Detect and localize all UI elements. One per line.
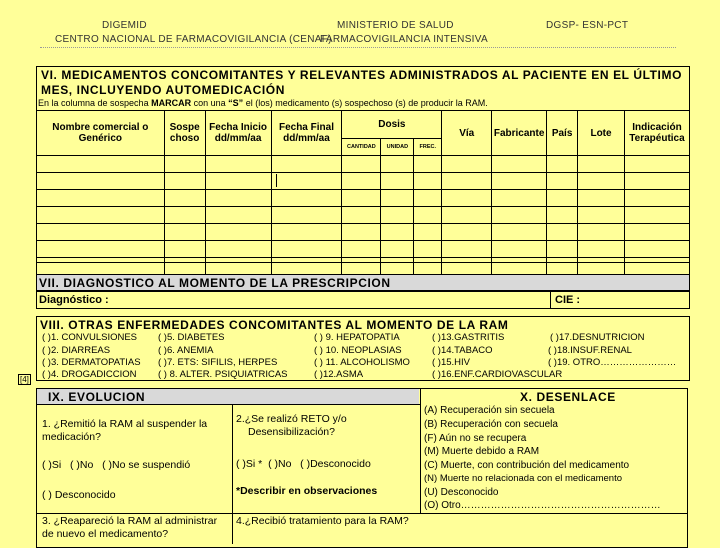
opt-convulsiones[interactable]: ( )1. CONVULSIONES bbox=[42, 332, 138, 343]
section-6-title: VI. MEDICAMENTOS CONCOMITANTES Y RELEVANTES ADMINISTRADOS AL PACIENTE EN EL ÚLTIMO bbox=[41, 68, 683, 82]
table-row[interactable] bbox=[37, 190, 690, 207]
table-row[interactable] bbox=[37, 173, 690, 190]
q1-options[interactable]: ( )Si ( )No ( )No se suspendió bbox=[42, 459, 191, 471]
medications-table bbox=[36, 110, 690, 275]
header-digemid: DIGEMID bbox=[102, 20, 147, 31]
opt-tabaco[interactable]: ( )14.TABACO bbox=[432, 345, 493, 356]
col-fabricante: Fabricante bbox=[492, 111, 547, 156]
row-divider-q bbox=[36, 513, 688, 514]
diagnosis-label: Diagnóstico : bbox=[39, 294, 109, 306]
col-indicacion: Indicación Terapéutica bbox=[624, 111, 689, 156]
opt-diarreas[interactable]: ( )2. DIARREAS bbox=[42, 345, 111, 356]
section-6-title-2: MES, INCLUYENDO AUTOMEDICACIÓN bbox=[41, 83, 286, 97]
col-fecha-inicio: Fecha Inicio dd/mm/aa bbox=[205, 111, 271, 156]
desenlace-muerte-ram[interactable]: (M) Muerte debido a RAM bbox=[424, 446, 540, 457]
header-ministerio: MINISTERIO DE SALUD bbox=[337, 20, 454, 31]
desenlace-desconocido[interactable]: (U) Desconocido bbox=[424, 487, 499, 498]
desenlace-recuperacion-sin-secuela[interactable]: (A) Recuperación sin secuela bbox=[424, 405, 555, 416]
header-farmacovigilancia: FARMACOVIGILANCIA INTENSIVA bbox=[320, 34, 488, 45]
section-7-title: VII. DIAGNOSTICO AL MOMENTO DE LA PRESCRIPCION bbox=[39, 276, 391, 290]
section-6-instructions: En la columna de sospecha MARCAR con una “S” el (los) medicamento (s) sospechoso (s) de producir la RAM. bbox=[38, 98, 488, 108]
opt-alcoholismo[interactable]: ( ) 11. ALCOHOLISMO bbox=[314, 357, 410, 368]
col-via: Vía bbox=[442, 111, 492, 156]
col-divider-9-10 bbox=[420, 388, 421, 514]
header-rule bbox=[40, 47, 676, 48]
table-row[interactable] bbox=[37, 241, 690, 258]
col-sospechoso: Sospe choso bbox=[164, 111, 205, 156]
q3-text: 3. ¿Reapareció la RAM al administrar bbox=[42, 515, 218, 527]
header-dgsp: DGSP- ESN-PCT bbox=[546, 20, 629, 31]
table-row[interactable] bbox=[37, 207, 690, 224]
section-9-title: IX. EVOLUCION bbox=[48, 390, 146, 404]
q2-text-2: Desensibilización? bbox=[248, 426, 335, 438]
diagnosis-row bbox=[36, 291, 690, 309]
table-row[interactable] bbox=[37, 156, 690, 173]
col-frec: FREC. bbox=[414, 139, 442, 156]
q2-options[interactable]: ( )Si * ( )No ( )Desconocido bbox=[236, 458, 371, 470]
desenlace-recuperacion-con-secuela[interactable]: (B) Recuperación con secuela bbox=[424, 419, 558, 430]
cie-label[interactable]: CIE : bbox=[555, 294, 581, 306]
col-nombre: Nombre comercial o Genérico bbox=[37, 111, 165, 156]
q3-text-2: de nuevo el medicamento? bbox=[42, 528, 169, 540]
opt-alter-psiquiatricas[interactable]: ( ) 8. ALTER. PSIQUIATRICAS bbox=[158, 369, 288, 380]
col-cantidad: CANTIDAD bbox=[342, 139, 381, 156]
q1-text-2: medicación? bbox=[42, 431, 101, 443]
opt-desnutricion[interactable]: ( )17.DESNUTRICION bbox=[550, 332, 645, 343]
diagnosis-cie-divider bbox=[550, 291, 551, 309]
opt-neoplasias[interactable]: ( ) 10. NEOPLASIAS bbox=[314, 345, 402, 356]
desenlace-muerte-contribucion[interactable]: (C) Muerte, con contribución del medicamento bbox=[424, 460, 630, 471]
col-dosis: Dosis bbox=[342, 111, 442, 139]
desenlace-otro[interactable]: (O) Otro…………………………………………………… bbox=[424, 500, 661, 511]
q2-note: *Describir en observaciones bbox=[236, 485, 378, 497]
section-10-title: X. DESENLACE bbox=[520, 390, 616, 404]
opt-gastritis[interactable]: ( )13.GASTRITIS bbox=[432, 332, 505, 343]
desenlace-muerte-no-relacionada[interactable]: (N) Muerte no relacionada con el medicamento bbox=[424, 473, 623, 484]
header-cenaf: CENTRO NACIONAL DE FARMACOVIGILANCIA (CENAF) bbox=[55, 34, 332, 45]
opt-drogadiccion[interactable]: ( )4. DROGADICCION bbox=[42, 369, 137, 380]
section-8-title: VIII. OTRAS ENFERMEDADES CONCOMITANTES AL MOMENTO DE LA RAM bbox=[40, 318, 509, 332]
opt-hepatopatia[interactable]: ( ) 9. HEPATOPATIA bbox=[314, 332, 400, 343]
opt-diabetes[interactable]: ( )5. DIABETES bbox=[158, 332, 225, 343]
q1-desconocido[interactable]: ( ) Desconocido bbox=[42, 489, 116, 501]
opt-otro[interactable]: ( )19. OTRO…………………… bbox=[548, 357, 677, 368]
col-fecha-final: Fecha Final dd/mm/aa bbox=[271, 111, 342, 156]
opt-asma[interactable]: ( )12.ASMA bbox=[314, 369, 364, 380]
opt-enf-cardiovascular[interactable]: ( )16.ENF.CARDIOVASCULAR bbox=[432, 369, 563, 380]
opt-hiv[interactable]: ( )15.HIV bbox=[432, 357, 471, 368]
col-pais: País bbox=[547, 111, 578, 156]
opt-ets[interactable]: ( )7. ETS: SIFILIS, HERPES bbox=[158, 357, 278, 368]
opt-dermatopatias[interactable]: ( )3. DERMATOPATIAS bbox=[42, 357, 141, 368]
table-row[interactable] bbox=[37, 224, 690, 241]
col-unidad: UNIDAD bbox=[381, 139, 414, 156]
q1-text: 1. ¿Remitió la RAM al suspender la bbox=[42, 418, 208, 430]
opt-anemia[interactable]: ( )6. ANEMIA bbox=[158, 345, 214, 356]
desenlace-aun-no-recupera[interactable]: (F) Aún no se recupera bbox=[424, 433, 527, 444]
section-9-divider bbox=[36, 404, 420, 405]
q2-text: 2.¿Se realizó RETO y/o bbox=[236, 413, 347, 425]
opt-insuf-renal[interactable]: ( )18.INSUF.RENAL bbox=[548, 345, 632, 356]
q4-text: 4.¿Recibió tratamiento para la RAM? bbox=[236, 515, 409, 527]
page-marker: [4] bbox=[20, 375, 29, 384]
col-lote: Lote bbox=[578, 111, 625, 156]
table-row[interactable] bbox=[37, 258, 690, 275]
col-divider-q bbox=[232, 404, 233, 544]
